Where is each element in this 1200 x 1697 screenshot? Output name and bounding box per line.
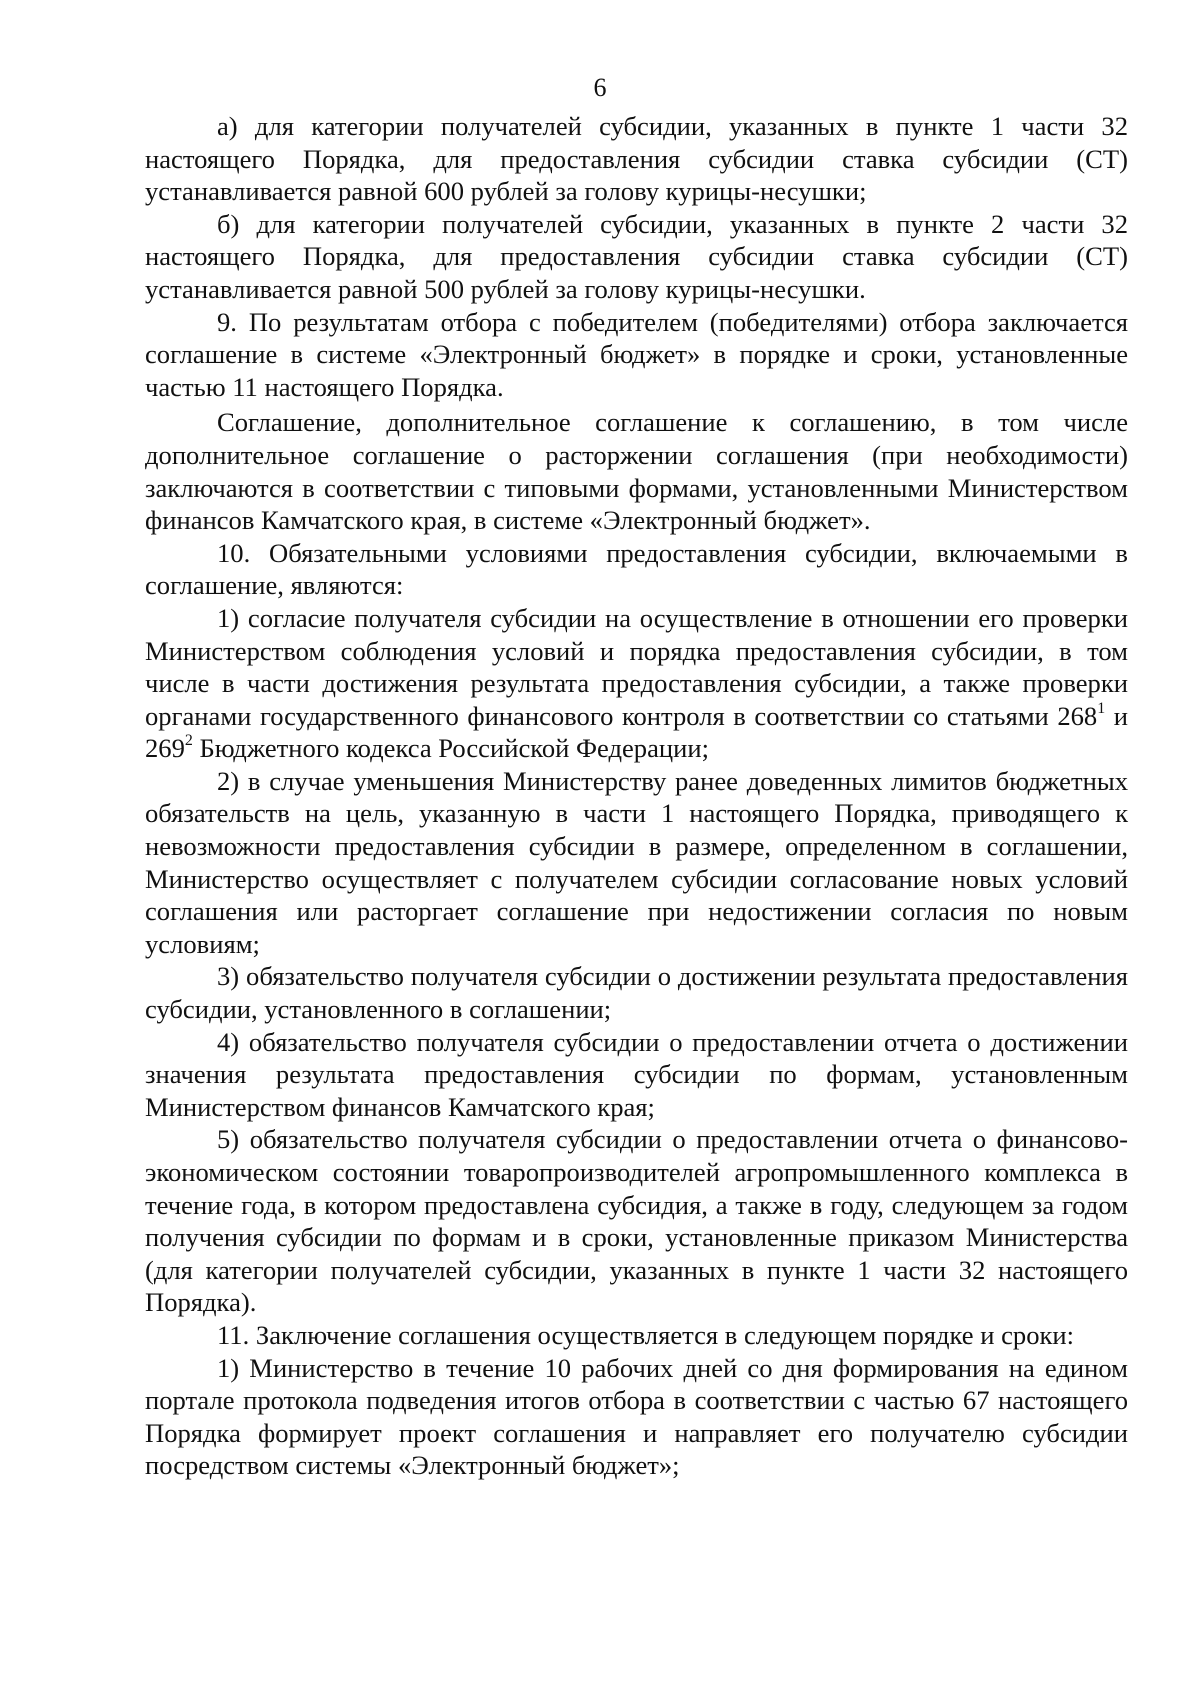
superscript-2: 2: [184, 732, 193, 750]
condition-1-text-3: Бюджетного кодекса Российской Федерации;: [192, 733, 709, 764]
paragraph-clause-11: 11. Заключение соглашения осуществляется в следующем порядке и сроки:: [217, 1319, 1075, 1350]
paragraph-clause-9: 9. По результатам отбора с победителем (победителями) отбора заключается соглашение в системе «Электронный бюджет» в порядке и сроки, установленные частью 11 настоящего Порядка.: [145, 306, 1128, 402]
condition-1-text: 1) согласие получателя субсидии на осуществление в отношении его проверки Министерством соблюдения условий и порядка предоставления субсидии, в том числе в части достижения результата предоставления субсидии, а также проверки органами государственного финансового контроля в соответствии со статьями 268: [145, 602, 1128, 731]
paragraph-subsidy-rate-a: а) для категории получателей субсидии, указанных в пункте 1 части 32 настоящего Порядка, для предоставления субсидии ставка субсидии (СТ) устанавливается равной 600 рублей за голову курицы-несушки;: [145, 111, 1128, 207]
paragraph-subsidy-rate-b: б) для категории получателей субсидии, указанных в пункте 2 части 32 настоящего Порядка, для предоставления субсидии ставка субсидии (СТ) устанавливается равной 500 рублей за голову курицы-несушки.: [145, 208, 1128, 304]
document-body: [145, 110, 1128, 1482]
paragraph-clause-10: 10. Обязательными условиями предоставления субсидии, включаемыми в соглашение, являются:: [145, 537, 1128, 601]
paragraph-condition-4: 4) обязательство получателя субсидии о предоставлении отчета о достижении значения результата предоставления субсидии по формам, установленным Министерством финансов Камчатского края;: [145, 1026, 1128, 1122]
superscript-1: 1: [1097, 699, 1106, 717]
paragraph-agreement-forms: Соглашение, дополнительное соглашение к соглашению, в том числе дополнительное соглашение о расторжении соглашения (при необходимости) заключаются в соответствии с типовыми формами, установленными Министерством финансов Камчатского края, в системе «Электронный бюджет».: [145, 407, 1128, 536]
paragraph-procedure-1: 1) Министерство в течение 10 рабочих дней со дня формирования на едином портале протокола подведения итогов отбора в соответствии с частью 67 настоящего Порядка формирует проект соглашения и направляет его получателю субсидии посредством системы «Электронный бюджет»;: [145, 1352, 1128, 1481]
paragraph-condition-2: 2) в случае уменьшения Министерству ранее доведенных лимитов бюджетных обязательств на цель, указанную в части 1 настоящего Порядка, приводящего к невозможности предоставления субсидии в размере, определенном в соглашении, Министерство осуществляет с получателем субсидии согласование новых условий соглашения или расторгает соглашение при недостижении согласия по новым условиям;: [145, 765, 1128, 959]
paragraph-condition-1: [145, 602, 1128, 765]
paragraph-condition-5: 5) обязательство получателя субсидии о предоставлении отчета о финансово-экономическом состоянии товаропроизводителей агропромышленного комплекса в течение года, в котором предоставлена субсидия, а также в году, следующем за годом получения субсидии по формам и в сроки, установленные приказом Министерства (для категории получателей субсидии, указанных в пункте 1 части 32 настоящего Порядка).: [145, 1124, 1128, 1318]
paragraph-condition-3: 3) обязательство получателя субсидии о достижении результата предоставления субсидии, установленного в соглашении;: [145, 961, 1128, 1025]
condition-1-text-2: и 269: [145, 700, 1128, 764]
page-number: 6: [593, 73, 607, 102]
